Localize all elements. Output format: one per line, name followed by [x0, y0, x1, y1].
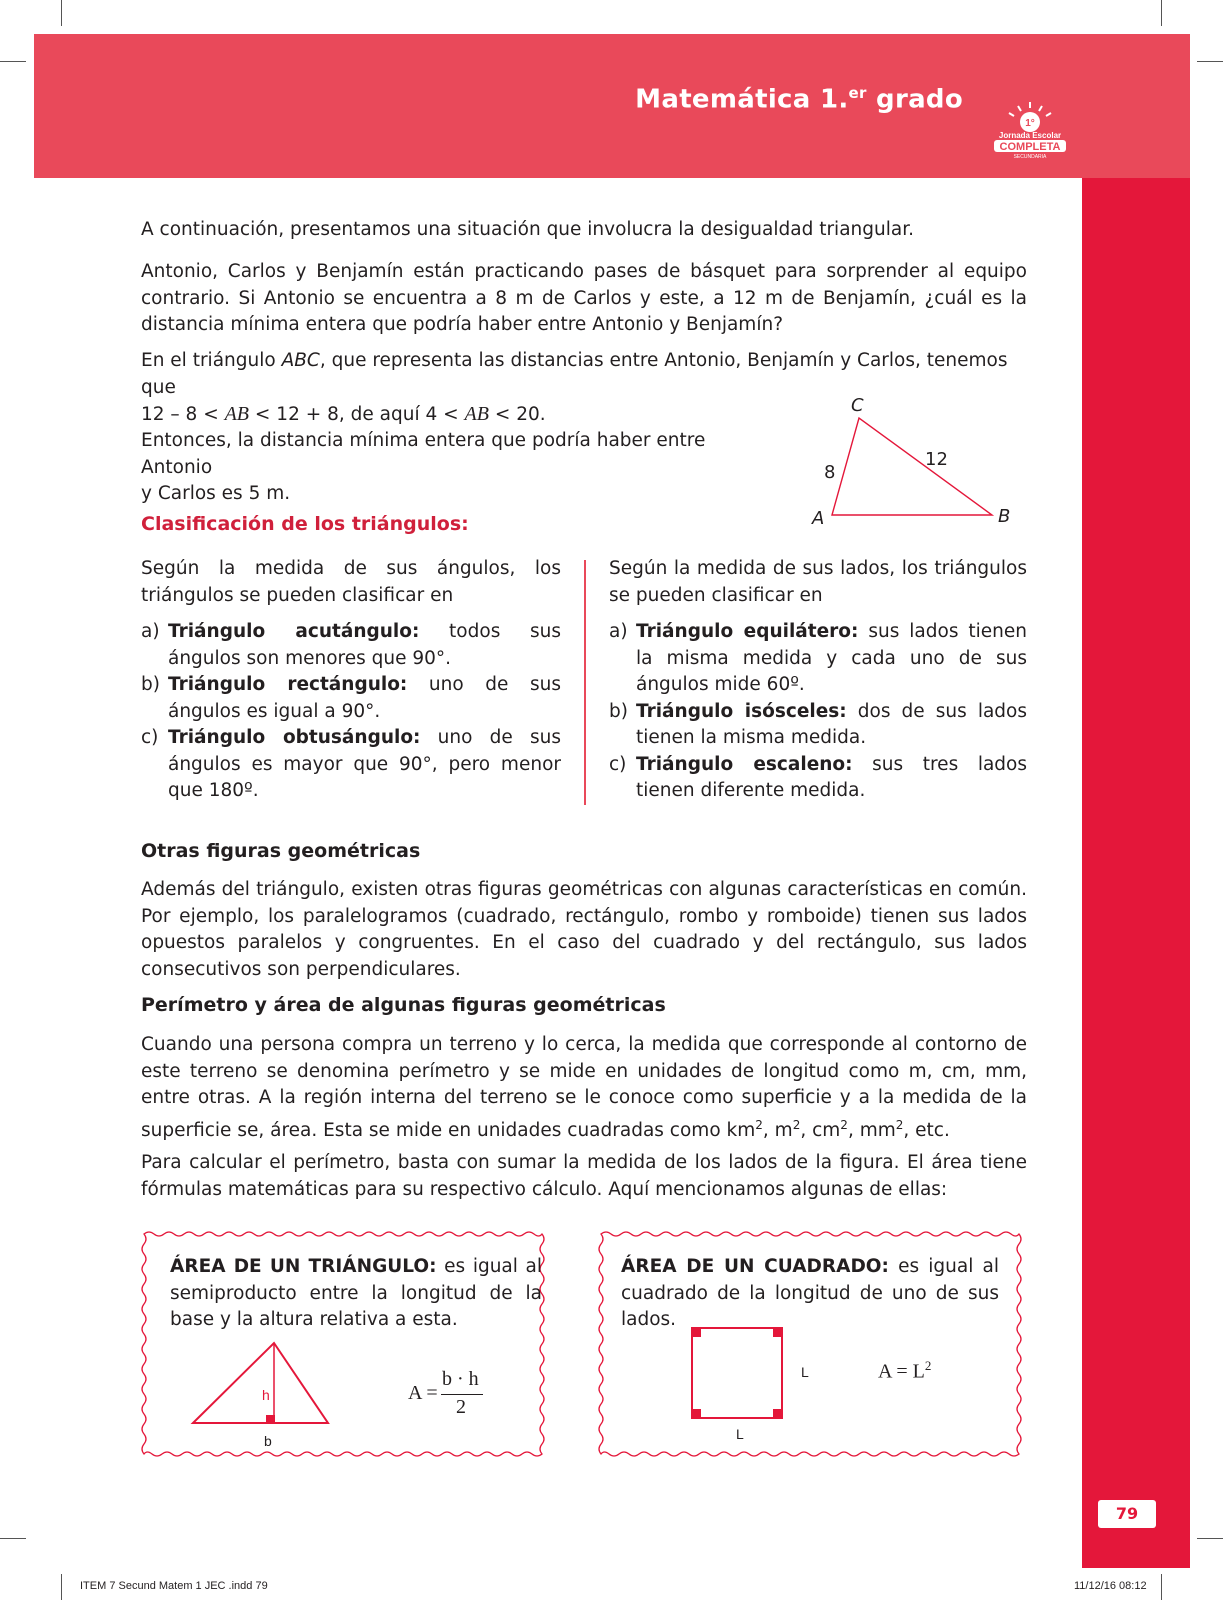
crop-mark [0, 1538, 26, 1539]
svg-text:COMPLETA: COMPLETA [999, 141, 1061, 153]
title-sup: er [848, 84, 867, 102]
list-item [609, 619, 1027, 699]
title-end: grado [866, 84, 963, 115]
other-figures-heading: Otras figuras geométricas [141, 840, 421, 862]
problem-paragraph: Antonio, Carlos y Benjamín están practicando pases de básquet para sorprender al equipo contrario. Si Antonio se encuentra a 8 m de Carlos y este, a 12 m de Benjamín, ¿cuál es la distancia mínima entera que podría haber entre Antonio y Benjamín? [141, 261, 1027, 335]
vertex-c-label: C [851, 395, 864, 416]
area-square-figure [687, 1323, 787, 1423]
column-divider [584, 560, 586, 805]
angles-list [141, 619, 561, 805]
side-ac-label: 8 [824, 462, 836, 483]
text-part: , m [762, 1119, 793, 1141]
triangle-area-formula [408, 1368, 498, 1428]
superscript: 2 [840, 1117, 848, 1132]
abc-label: ABC [281, 350, 320, 371]
text-part: Cuando una persona compra un terreno y lo cerca, la medida que corresponde al contorno de este terreno se denomina perímetro y se mide en unidades de longitud como m, cm, mm, entre otras. A la región interna del terreno se le conoce como superficie y a la medida de la superficie se, área. Esta se mide en unidades cuadradas como km [141, 1034, 1027, 1141]
triangle-abc-figure [810, 390, 1020, 535]
list-item [609, 699, 1027, 752]
item-marker: b) [141, 674, 160, 695]
item-marker: c) [609, 753, 627, 775]
item-desc: uno de sus ángulos es igual a 90°. [168, 674, 561, 722]
superscript: 2 [755, 1117, 763, 1132]
superscript: 2 [792, 1117, 801, 1132]
box-term: ÁREA DE UN TRIÁNGULO: [170, 1256, 437, 1277]
item-term: Triángulo equilátero: [636, 621, 859, 642]
jornada-escolar-logo [986, 100, 1074, 160]
text-part: < 12 + 8, de aquí 4 < [249, 404, 465, 425]
svg-text:1°: 1° [1025, 118, 1035, 129]
ab-label: AB [464, 403, 489, 425]
page-number: 79 [1098, 1500, 1156, 1528]
item-marker: c) [141, 727, 159, 748]
list-item [141, 725, 561, 805]
box-desc: es igual al cuadrado de la longitud de uno de sus lados. [621, 1256, 999, 1330]
superscript: 2 [895, 1117, 904, 1132]
item-marker: a) [141, 621, 160, 642]
base-label: b [264, 1433, 272, 1449]
other-figures-paragraph: Además del triángulo, existen otras figuras geométricas con algunas características en común. Por ejemplo, los paralelogramos (cuadrado, rectángulo, rombo y romboide) tienen sus lados opuestos paralelos y congruentes. En el caso del cuadrado y del rectángulo, sus lados consecutivos son perpendiculares. [141, 879, 1027, 980]
triangle-area-text [170, 1254, 542, 1334]
crop-mark [61, 0, 62, 26]
page-title [635, 84, 963, 115]
intro-paragraph: A continuación, presentamos una situación que involucra la desigualdad triangular. [141, 219, 914, 240]
item-marker: b) [609, 700, 628, 722]
item-term: Triángulo rectángulo: [168, 674, 408, 695]
footer-file: ITEM 7 Secund Matem 1 JEC .indd 79 [80, 1580, 268, 1592]
item-term: Triángulo escaleno: [636, 753, 853, 775]
footer-date: 11/12/16 08:12 [1074, 1580, 1147, 1592]
list-item [141, 672, 561, 725]
text-part: < 20. [488, 404, 546, 425]
side-length-label: L [801, 1364, 809, 1380]
item-desc: todos sus ángulos son menores que 90°. [168, 621, 561, 669]
box-desc: es igual al semiproducto entre la longitud de la base y la altura relativa a esta. [170, 1256, 542, 1330]
crop-mark [1197, 1538, 1223, 1539]
triangle-area-box [138, 1228, 548, 1460]
classification-heading: Clasificación de los triángulos: [141, 513, 469, 535]
fraction-bar [441, 1394, 483, 1395]
crop-mark [61, 1574, 62, 1600]
formula-text: A = L [878, 1360, 925, 1383]
vertex-a-label: A [812, 508, 825, 529]
perimeter-heading: Perímetro y área de algunas figuras geométricas [141, 994, 666, 1016]
text-part: En el triángulo [141, 350, 282, 371]
list-item [141, 619, 561, 672]
conclusion-line: Entonces, la distancia mínima entera que podría haber entre Antonio [141, 430, 706, 478]
text-part: , cm [800, 1119, 841, 1141]
side-bar [1082, 178, 1190, 1568]
crop-mark [1161, 0, 1162, 26]
item-desc: dos de sus lados tienen la misma medida. [636, 700, 1028, 748]
item-desc: uno de sus ángulos es mayor que 90°, pero menor que 180º. [168, 727, 561, 801]
text-part: 12 – 8 < [141, 404, 225, 425]
sides-intro: Según la medida de sus lados, los triángulos se pueden clasificar en [609, 558, 1027, 606]
ab-label: AB [224, 403, 250, 425]
svg-text:Jornada Escolar: Jornada Escolar [998, 131, 1062, 140]
crop-mark [1161, 1574, 1162, 1600]
square-area-text [621, 1254, 999, 1334]
item-term: Triángulo isósceles: [636, 700, 847, 722]
text-part: , mm [847, 1119, 896, 1141]
formula-exponent: 2 [924, 1358, 932, 1373]
item-desc: sus tres lados tienen diferente medida. [636, 753, 1027, 801]
item-marker: a) [609, 621, 628, 642]
square-area-box [595, 1228, 1025, 1460]
perimeter-paragraph [141, 1032, 1027, 1144]
vertex-b-label: B [998, 506, 1011, 527]
crop-mark [0, 61, 26, 62]
angles-column [141, 556, 561, 805]
svg-text:SECUNDARIA: SECUNDARIA [1013, 154, 1047, 160]
area-triangle-figure [188, 1338, 333, 1428]
sides-column [609, 556, 1027, 805]
angles-intro: Según la medida de sus ángulos, los triángulos se pueden clasificar en [141, 558, 561, 606]
perimeter-paragraph-2: Para calcular el perímetro, basta con sumar la medida de los lados de la figura. El área tiene fórmulas matemáticas para su respectivo cálculo. Aquí mencionamos algunas de ellas: [141, 1152, 1027, 1200]
text-part: , etc. [903, 1119, 950, 1141]
height-label: h [262, 1387, 270, 1403]
item-desc: sus lados tienen la misma medida y cada uno de sus ángulos mide 60º. [636, 621, 1027, 695]
formula-numerator: b · h [442, 1368, 479, 1390]
title-main: Matemática 1. [635, 84, 849, 115]
sides-list [609, 619, 1027, 805]
formula-denominator: 2 [456, 1396, 466, 1418]
conclusion-line: y Carlos es 5 m. [141, 483, 291, 504]
item-term: Triángulo acutángulo: [168, 621, 420, 642]
bottom-length-label: L [736, 1426, 744, 1442]
list-item [609, 752, 1027, 805]
side-cb-label: 12 [925, 449, 948, 470]
conclusion-paragraph [141, 428, 781, 508]
box-term: ÁREA DE UN CUADRADO: [621, 1256, 889, 1277]
item-term: Triángulo obtusángulo: [168, 727, 421, 748]
crop-mark [1197, 61, 1223, 62]
square-area-formula [878, 1358, 931, 1384]
formula-lhs: A = [408, 1382, 438, 1404]
text-part: , que representa las distancias entre Antonio, Benjamín y Carlos, tenemos que [141, 350, 1008, 398]
